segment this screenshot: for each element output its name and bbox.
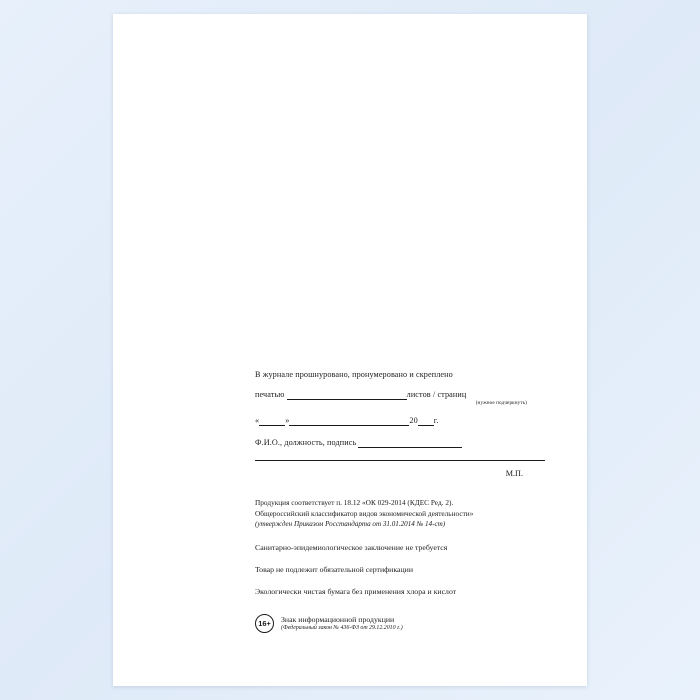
cert-line-2: Общероссийский классификатор видов экономической деятельности» [255,508,474,518]
age-rating-badge-icon: 16+ [255,614,274,633]
document-content [255,369,545,633]
month-field[interactable] [289,416,409,426]
cert-note-1: Санитарно-эпидемиологическое заключение не требуется [255,542,448,552]
age-rating-law: (Федеральный закон № 436-ФЗ от 29.12.2010 г.) [281,624,403,631]
day-field[interactable] [259,416,285,426]
fio-field[interactable] [358,438,462,448]
date-line [255,415,545,426]
year-field[interactable] [418,416,434,426]
quote-open: « [255,416,260,426]
fio-field-second-line[interactable] [255,450,545,461]
age-rating-block [255,613,545,633]
certification-block [255,498,545,595]
age-rating-text [281,613,403,631]
cert-note-2: Товар не подлежит обязательной сертификации [255,564,413,574]
sheets-label: листов / страниц [406,390,467,400]
stamp-place-label: М.П. [505,469,523,479]
cert-note-3: Экологически чистая бумага без применения хлора и кислот [255,586,457,596]
fio-label: Ф.И.О., должность, подпись [255,438,357,448]
fio-second-rule-wrap [255,450,545,461]
seal-fill-field[interactable] [287,390,407,400]
quote-close: » [285,416,290,426]
journal-line-1: В журнале прошнуровано, пронумеровано и скреплено [255,370,453,379]
age-rating-title: Знак информационной продукции [281,614,395,624]
seal-label: печатью [255,390,285,400]
cert-line-3: (утвержден Приказом Росстандарта от 31.01.2014 № 14-ст) [255,520,446,529]
fio-line [255,437,545,448]
cert-line-1: Продукция соответствует п. 18.12 «ОК 029-2014 (КДЕС Ред. 2). [255,498,454,508]
underline-hint: (нужное подчеркнуть) [475,400,527,407]
seal-line [255,389,545,400]
document-page [113,14,587,686]
journal-certification-block [255,369,545,478]
year-suffix: г. [433,416,439,426]
year-prefix: 20 [409,416,418,426]
